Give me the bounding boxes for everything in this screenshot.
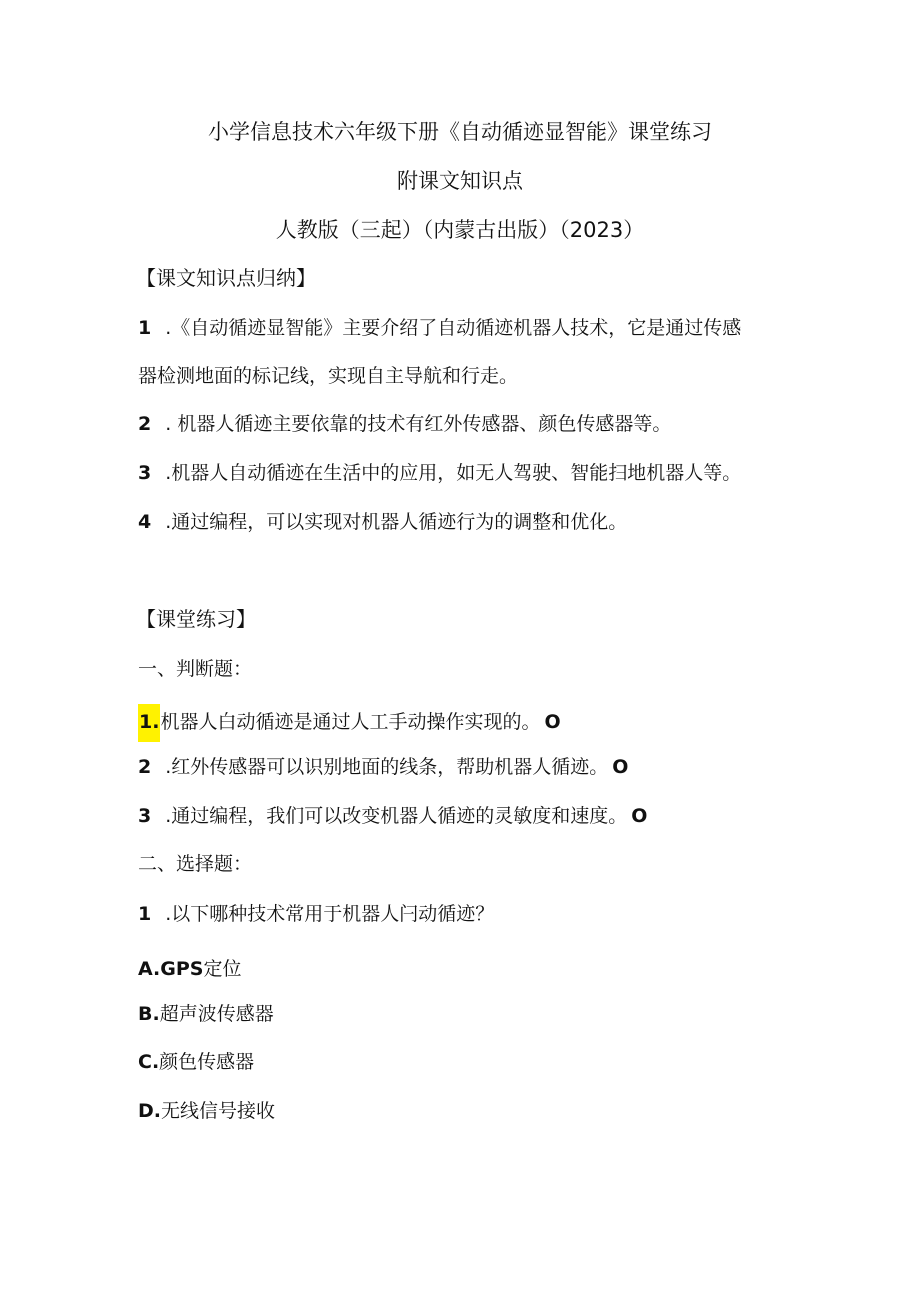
judge-question-3 [138, 802, 647, 830]
option-label: D. [138, 1100, 161, 1122]
option-text: 超声波传感器 [159, 1003, 274, 1025]
document-title: 小学信息技术六年级下册《自动循迹显智能》课堂练习 [208, 120, 712, 144]
question-number: 1 [138, 903, 152, 925]
answer-mark: O [631, 805, 648, 827]
section-judgement-heading: 一、判断题： [138, 658, 253, 680]
option-bold-text: GPS [160, 958, 204, 980]
knowledge-heading: 【课文知识点归纳】 [136, 266, 316, 290]
item-number: 4 [138, 511, 152, 533]
judge-question-2 [138, 753, 628, 781]
option-a [138, 955, 242, 983]
question-text: .通过编程，我们可以改变机器人循迹的灵敏度和速度。 [165, 805, 628, 827]
option-label: A. [138, 958, 161, 980]
judge-question-1 [138, 704, 561, 742]
item-text: . 机器人循迹主要依靠的技术有红外传感器、颜色传感器等。 [165, 413, 672, 435]
answer-mark: O [544, 711, 561, 733]
option-label: C. [138, 1051, 160, 1073]
practice-heading: 【课堂练习】 [136, 607, 256, 631]
knowledge-item-2 [138, 410, 671, 438]
knowledge-item-1 [138, 314, 741, 342]
item-number: 2 [138, 413, 152, 435]
document-edition: 人教版（三起）（内蒙古出版）（2023） [275, 218, 645, 242]
section-choice-heading: 二、选择题： [138, 853, 253, 875]
item-text: .《自动循迹显智能》主要介绍了自动循迹机器人技术，它是通过传感 [165, 317, 742, 339]
item-text: .通过编程，可以实现对机器人循迹行为的调整和优化。 [165, 511, 628, 533]
highlighted-number: 1. [138, 704, 160, 742]
item-text: .机器人自动循迹在生活中的应用，如无人驾驶、智能扫地机器人等。 [165, 462, 742, 484]
question-text: .红外传感器可以识别地面的线条，帮助机器人循迹。 [165, 756, 609, 778]
option-b [138, 1000, 274, 1028]
option-c [138, 1048, 254, 1076]
question-number: 2 [138, 756, 152, 778]
option-text: 颜色传感器 [159, 1051, 255, 1073]
item-number: 3 [138, 462, 152, 484]
question-text: 机器人白动循迹是通过人工手动操作实现的。 [160, 711, 541, 733]
knowledge-item-1-cont: 器检测地面的标记线，实现自主导航和行走。 [138, 365, 519, 387]
choice-question-1 [138, 900, 494, 928]
knowledge-item-4 [138, 508, 627, 536]
option-text: 无线信号接收 [161, 1100, 276, 1122]
document-subtitle: 附课文知识点 [397, 169, 523, 193]
knowledge-item-3 [138, 459, 741, 487]
question-number: 3 [138, 805, 152, 827]
option-text: 定位 [203, 958, 242, 980]
option-label: B. [138, 1003, 160, 1025]
question-text: .以下哪种技术常用于机器人闩动循迹？ [165, 903, 495, 925]
item-number: 1 [138, 317, 152, 339]
option-d [138, 1097, 275, 1125]
answer-mark: O [612, 756, 629, 778]
